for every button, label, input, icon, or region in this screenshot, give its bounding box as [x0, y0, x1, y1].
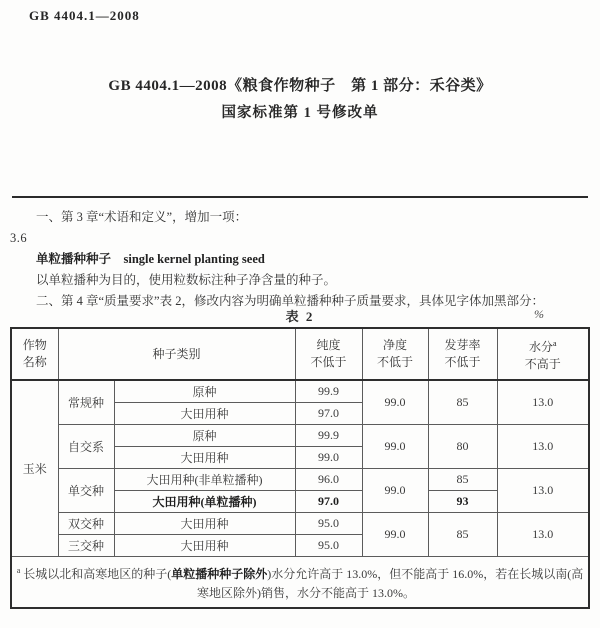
- cell-group-danjiaozhong: 单交种: [58, 468, 114, 512]
- col-header-germination-line1: 发芽率: [444, 338, 481, 352]
- cell-cleanness: 99.0: [362, 424, 428, 468]
- col-header-purity-line2: 不低于: [310, 355, 347, 369]
- col-header-cleanness-line1: 净度: [383, 338, 408, 352]
- cell-seed-type: 大田用种: [114, 402, 295, 424]
- col-header-purity-line1: 纯度: [316, 338, 341, 352]
- cell-seed-type: 原种: [114, 380, 295, 402]
- table-row: [11, 512, 589, 534]
- col-header-crop-line2: 名称: [22, 355, 47, 369]
- cell-group-sanjiaozhong: 三交种: [58, 534, 114, 556]
- cell-group-zijiaoxi: 自交系: [58, 424, 114, 468]
- document-title: [0, 76, 600, 123]
- cell-cleanness: 99.0: [362, 468, 428, 512]
- table-row: [11, 380, 589, 402]
- footnote-text-post: )水分允许高于 13.0%，但不能高于 16.0%，若在长城以南(高寒地区除外)销售，水分不能高于 13.0%。: [197, 566, 584, 600]
- cell-purity: 99.9: [295, 380, 362, 402]
- paragraph-amendment-1: 一、第 3 章“术语和定义”，增加一项：: [36, 210, 248, 224]
- cell-crop-name: 玉米: [11, 380, 58, 556]
- title-line-1: GB 4404.1—2008《粮食作物种子 第 1 部分：禾谷类》: [108, 78, 492, 94]
- cell-seed-type: 原种: [114, 424, 295, 446]
- footnote-text-bold: 单粒播种种子除外: [171, 566, 268, 581]
- horizontal-rule: [12, 196, 588, 198]
- cell-germination: 85: [428, 380, 497, 424]
- cell-germination: 85: [428, 468, 497, 490]
- cell-seed-type: 大田用种(非单粒播种): [114, 468, 295, 490]
- moisture-footnote-marker: a: [552, 339, 557, 348]
- col-header-cleanness-line2: 不低于: [377, 355, 414, 369]
- cell-group-shuangjiaozhong: 双交种: [58, 512, 114, 534]
- cell-purity: 97.0: [295, 402, 362, 424]
- cell-germination: 85: [428, 512, 497, 556]
- table-caption-row: [10, 306, 590, 324]
- cell-purity: 95.0: [295, 512, 362, 534]
- table-row: [11, 424, 589, 446]
- amendment-body: [9, 207, 591, 312]
- table-header-row: [11, 328, 589, 380]
- cell-purity: 95.0: [295, 534, 362, 556]
- col-header-crop-line1: 作物: [22, 338, 47, 352]
- quality-requirements-table: [10, 327, 590, 609]
- table-unit-label: %: [534, 307, 544, 321]
- col-header-moisture-line1: 水分: [528, 340, 553, 354]
- cell-purity: 99.9: [295, 424, 362, 446]
- footnote-marker: a: [16, 565, 21, 575]
- cell-germination: 93: [428, 490, 497, 512]
- cell-moisture: 13.0: [497, 512, 589, 556]
- table-footnote-row: [11, 556, 589, 608]
- col-header-germination: [428, 328, 497, 380]
- cell-moisture: 13.0: [497, 468, 589, 512]
- cell-purity: 97.0: [295, 490, 362, 512]
- doc-number: GB 4404.1—2008: [29, 8, 140, 23]
- col-header-crop: [11, 328, 58, 380]
- col-header-germination-line2: 不低于: [444, 355, 481, 369]
- footnote-text: [14, 561, 586, 603]
- term-definition: 以单粒播种为目的，使用粒数标注种子净含量的种子。: [36, 273, 337, 287]
- table-caption: 表 2: [285, 309, 315, 324]
- footnote-text-pre: 长城以北和高寒地区的种子(: [20, 566, 172, 581]
- cell-group-changguizhong: 常规种: [58, 380, 114, 424]
- cell-moisture: 13.0: [497, 424, 589, 468]
- cell-seed-type: 大田用种: [114, 534, 295, 556]
- cell-purity: 96.0: [295, 468, 362, 490]
- paragraph-amendment-2: 二、第 4 章“质量要求”表 2，修改内容为明确单粒播种种子质量要求，具体见字体加黑部分：: [36, 294, 544, 308]
- cell-moisture: 13.0: [497, 380, 589, 424]
- cell-seed-type: 大田用种: [114, 446, 295, 468]
- cell-germination: 80: [428, 424, 497, 468]
- cell-cleanness: 99.0: [362, 380, 428, 424]
- cell-seed-type-single-kernel: 大田用种(单粒播种): [114, 490, 295, 512]
- table-footnote: [11, 556, 589, 608]
- col-header-category: 种子类别: [58, 328, 295, 380]
- cell-cleanness: 99.0: [362, 512, 428, 556]
- cell-purity: 99.0: [295, 446, 362, 468]
- col-header-moisture-line2: 不高于: [524, 357, 561, 371]
- title-line-2: 国家标准第 1 号修改单: [221, 105, 379, 121]
- cell-seed-type: 大田用种: [114, 512, 295, 534]
- col-header-moisture: [497, 328, 589, 380]
- table-row: [11, 468, 589, 490]
- clause-number: 3.6: [10, 231, 28, 245]
- term-title: 单粒播种种子 single kernel planting seed: [36, 252, 265, 266]
- col-header-purity: [295, 328, 362, 380]
- col-header-cleanness: [362, 328, 428, 380]
